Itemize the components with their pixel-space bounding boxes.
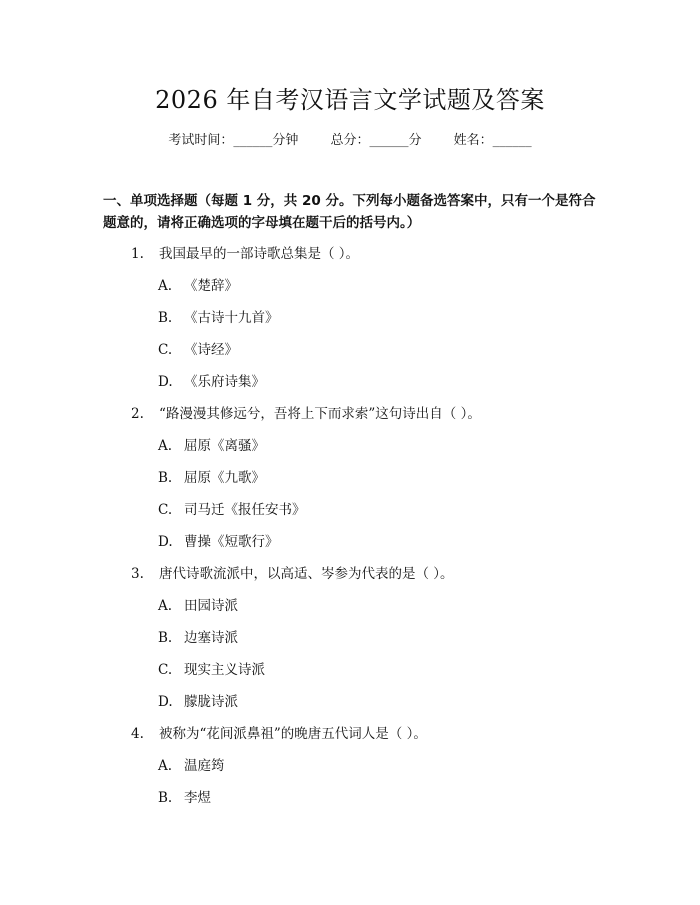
student-name-field: 姓名：______ — [453, 133, 532, 148]
question-number: 3. — [131, 566, 144, 582]
option-3b — [158, 629, 238, 647]
option-letter: A. — [158, 278, 173, 294]
option-letter: D. — [158, 694, 173, 710]
question-3 — [131, 565, 454, 583]
question-number: 1. — [131, 246, 144, 262]
question-1 — [131, 245, 359, 263]
option-letter: B. — [158, 790, 173, 806]
option-2a — [158, 437, 265, 455]
option-letter: A. — [158, 758, 173, 774]
option-letter: A. — [158, 438, 173, 454]
question-2 — [131, 405, 481, 423]
option-letter: A. — [158, 598, 173, 614]
total-score-field: 总分：______分 — [330, 133, 422, 148]
option-text: 《诗经》 — [184, 342, 238, 358]
option-3a — [158, 597, 238, 615]
option-2b — [158, 469, 265, 487]
option-2d — [158, 533, 279, 551]
exam-time-field: 考试时间：______分钟 — [168, 133, 299, 148]
option-text: 边塞诗派 — [184, 630, 238, 646]
option-2c — [158, 501, 306, 519]
option-letter: B. — [158, 630, 173, 646]
question-text: 我国最早的一部诗歌总集是（ ）。 — [159, 246, 360, 262]
question-number: 4. — [131, 726, 144, 742]
option-1b — [158, 309, 279, 327]
exam-meta-line — [0, 132, 700, 150]
option-4b — [158, 789, 211, 807]
option-text: 屈原《九歌》 — [184, 470, 265, 486]
option-letter: C. — [158, 342, 173, 358]
option-text: 朦胧诗派 — [184, 694, 238, 710]
option-text: 李煜 — [184, 790, 211, 806]
option-text: 屈原《离骚》 — [184, 438, 265, 454]
option-3c — [158, 661, 265, 679]
option-text: 《楚辞》 — [184, 278, 238, 294]
option-letter: B. — [158, 310, 173, 326]
option-1c — [158, 341, 238, 359]
question-4 — [131, 725, 427, 743]
option-letter: B. — [158, 470, 173, 486]
question-number: 2. — [131, 406, 144, 422]
question-text: 唐代诗歌流派中，以高适、岑参为代表的是（ ）。 — [159, 566, 454, 582]
option-3d — [158, 693, 238, 711]
option-text: 现实主义诗派 — [184, 662, 265, 678]
option-letter: D. — [158, 534, 173, 550]
option-text: 《乐府诗集》 — [184, 374, 265, 390]
option-letter: C. — [158, 662, 173, 678]
option-1d — [158, 373, 265, 391]
section-heading: 一、单项选择题（每题 1 分，共 20 分。下列每小题备选答案中，只有一个是符合题意的，请将正确选项的字母填在题干后的括号内。） — [103, 193, 596, 231]
option-letter: C. — [158, 502, 173, 518]
option-text: 《古诗十九首》 — [184, 310, 279, 326]
option-1a — [158, 277, 238, 295]
option-text: 田园诗派 — [184, 598, 238, 614]
question-text: 被称为“花间派鼻祖”的晚唐五代词人是（ ）。 — [159, 726, 427, 742]
option-4a — [158, 757, 225, 775]
option-text: 司马迁《报任安书》 — [184, 502, 306, 518]
question-text: “路漫漫其修远兮，吾将上下而求索”这句诗出自（ ）。 — [159, 406, 481, 422]
document-title: 2026 年自考汉语言文学试题及答案 — [155, 86, 545, 114]
option-text: 温庭筠 — [184, 758, 225, 774]
option-letter: D. — [158, 374, 173, 390]
option-text: 曹操《短歌行》 — [184, 534, 279, 550]
